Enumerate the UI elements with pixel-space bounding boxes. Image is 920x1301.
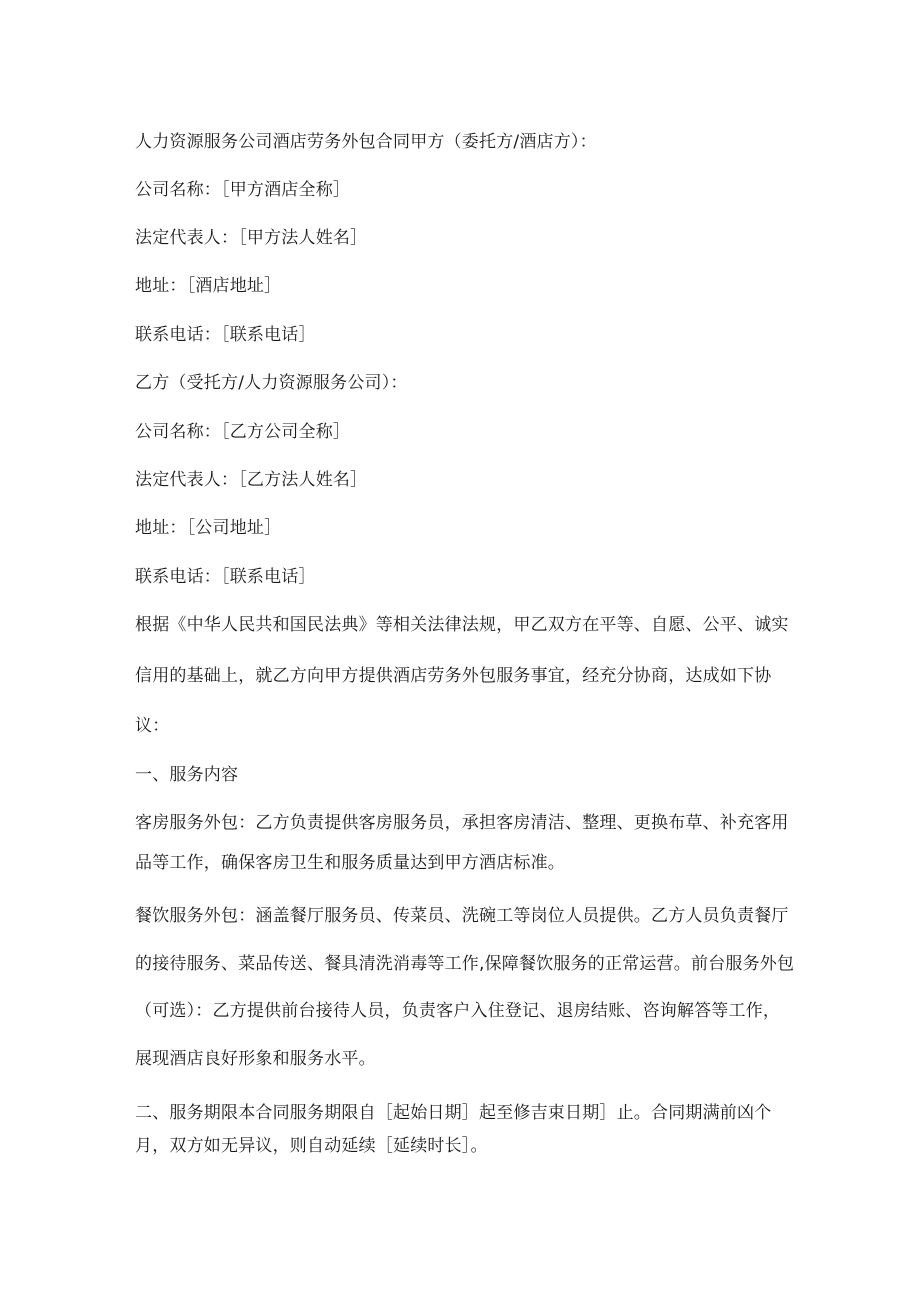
section-2-line: 二、服务期限本合同服务期限自［起始日期］起至修吉束日期］止。合同期满前凶个 (135, 1103, 772, 1123)
party-a-company: 公司名称：［甲方酒店全称］ (135, 180, 351, 200)
section-1-heading: 一、服务内容 (135, 765, 239, 785)
preamble-line: 根据《中华人民共和国民法典》等相关法律法规，甲乙双方在平等、自愿、公平、诚实 (135, 615, 789, 635)
section-2-line: 月，双方如无异议，则自动延续［延续时长］。 (135, 1136, 488, 1156)
contract-title-line: 人力资源服务公司酒店劳务外包合同甲方（委托方/酒店方）： (135, 132, 597, 152)
party-b-heading: 乙方（受托方/人力资源服务公司）： (135, 373, 408, 393)
room-service-line: 客房服务外包：乙方负责提供客房服务员，承担客房清洁、整理、更换布草、补充客用 (135, 813, 789, 833)
party-b-company: 公司名称：［乙方公司全称］ (135, 422, 351, 442)
party-a-address: 地址：［酒店地址］ (135, 276, 282, 296)
dining-service-line: （可选）：乙方提供前台接待人员，负责客户入住登记、退房结账、咨询解答等工作， (135, 1001, 781, 1021)
dining-service-line: 的接待服务、菜品传送、餐具清洗消毒等工作,保障餐饮服务的正常运营。前台服务外包 (135, 954, 795, 974)
party-a-legal-rep: 法定代表人：［甲方法人姓名］ (135, 228, 368, 248)
dining-service-line: 展现酒店良好形象和服务水平。 (135, 1049, 376, 1069)
party-b-legal-rep: 法定代表人：［乙方法人姓名］ (135, 470, 368, 490)
party-a-phone: 联系电话：［联系电话］ (135, 325, 316, 345)
party-b-address: 地址：［公司地址］ (135, 518, 282, 538)
room-service-line: 品等工作，确保客房卫生和服务质量达到甲方酒店标准。 (135, 853, 565, 873)
preamble-line: 信用的基础上，就乙方向甲方提供酒店劳务外包服务事宜，经充分协商，达成如下协 (135, 666, 772, 686)
party-b-phone: 联系电话：［联系电话］ (135, 567, 316, 587)
dining-service-line: 餐饮服务外包：涵盖餐厅服务员、传菜员、洗碗工等岗位人员提供。乙方人员负责餐厅 (135, 906, 789, 926)
preamble-line: 议： (135, 716, 170, 736)
